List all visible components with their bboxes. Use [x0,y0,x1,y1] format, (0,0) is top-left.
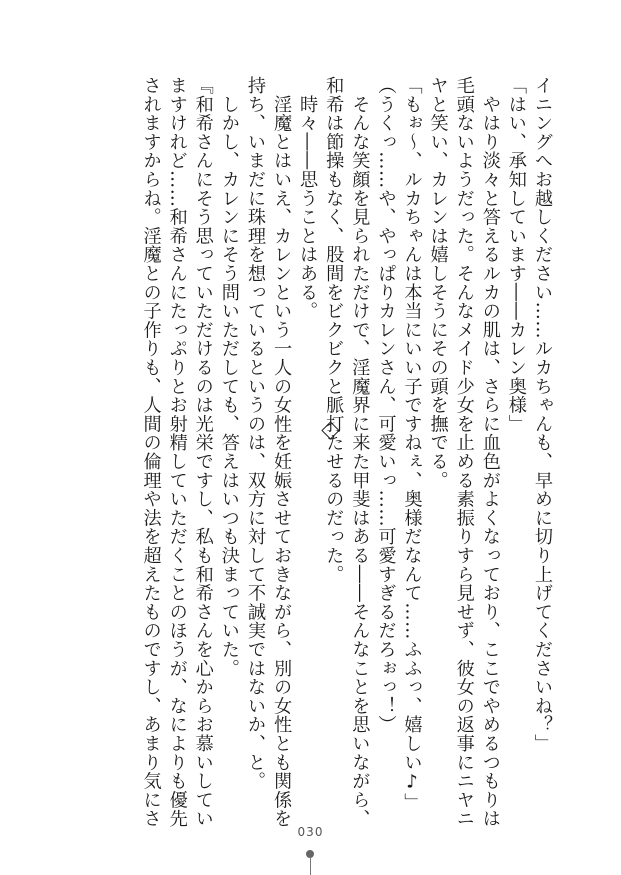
text-line: イニングへお越しください……ルカちゃんも、早めに切り上げてくださいね？」 [532,76,553,753]
text-line: ヤと笑い、カレンは嬉しそうにその頭を撫でる。 [427,76,449,490]
text-line: ますけれど……和希さんにたっぷりとお射精していただくことのほうが、なによりも優先 [166,76,188,828]
body-text [55,76,555,828]
text-line: しかし、カレンにそう問いただしても、答えはいつも決まっていた。 [218,76,240,678]
text-line: （うくっ……や、やっぱりカレンさん、可愛いっ……可愛すぎるだろぉっ！） [375,76,397,734]
page-marker-dot [306,850,314,858]
text-line: 『和希さんにそう思っていただけるのは光栄ですし、私も和希さんを心からお慕いしてい [192,76,214,828]
page-marker-line [310,858,311,875]
text-line: 和希は節操もなく、股間をビクビクと脈打たせるのだった。 [323,76,345,584]
text-line: 「はい、承知しています――カレン奥様」 [505,76,527,434]
text-line: やはり淡々と答えるルカの肌は、さらに血色がよくなっており、ここでやめるつもりは [479,76,501,828]
text-line: 持ち、いまだに珠理を想っているというのは、双方に対して不誠実ではないか、と。 [244,76,266,791]
text-line: 「もぉ〜、ルカちゃんは本当にいい子ですねぇ、奥様だなんて……ふふっ、嬉しい♪」 [401,76,423,812]
text-line: 時々――思うことはある。 [297,76,319,321]
text-line: 毛頭ないようだった。そんなメイド少女を止める素振りすら見せず、彼女の返事にニヤニ [453,76,475,828]
text-line: されますからね。淫魔との子作りも、人間の倫理や法を超えたものですし、あまり気にさ [140,76,162,828]
text-line: そんな笑顔を見られただけで、淫魔界に来た甲斐はある――そんなことを思いながら、 [349,76,371,828]
text-line: 淫魔とはいえ、カレンという一人の女性を妊娠させておきながら、別の女性とも関係を [271,76,293,828]
page-number: 030 [297,825,324,839]
